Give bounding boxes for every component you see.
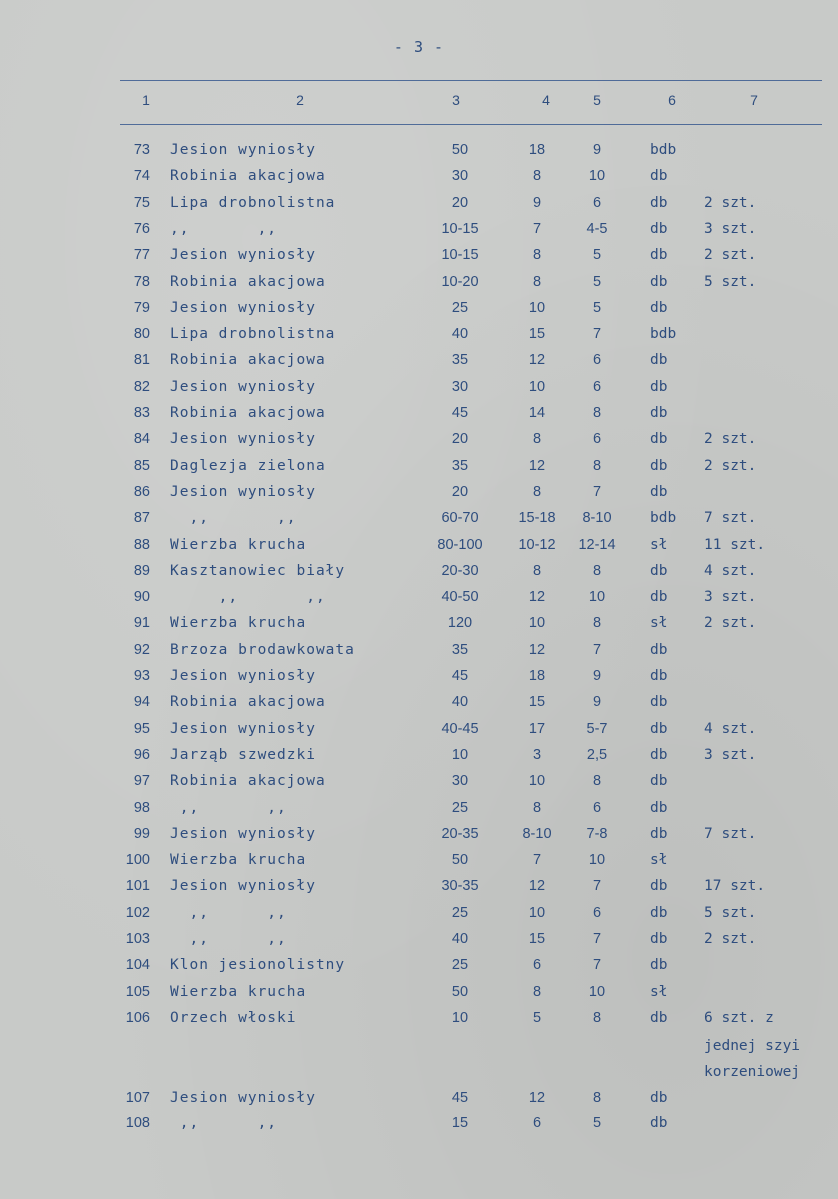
cell-species: Jesion wyniosły bbox=[170, 1090, 316, 1106]
cell-col-4: 7 bbox=[532, 221, 542, 237]
cell-col-7: 3 szt. bbox=[704, 221, 757, 237]
cell-species: Jesion wyniosły bbox=[170, 431, 316, 447]
cell-col-3: 30 bbox=[451, 379, 469, 395]
cell-col-4: 15 bbox=[528, 694, 546, 710]
cell-number: 77 bbox=[133, 247, 150, 263]
cell-col-5: 7 bbox=[592, 484, 602, 500]
cell-col-4: 12 bbox=[528, 1090, 546, 1106]
cell-col-7: 7 szt. bbox=[704, 510, 757, 526]
cell-col-3: 40 bbox=[451, 931, 469, 947]
cell-number: 73 bbox=[133, 142, 150, 158]
cell-col-5: 5 bbox=[592, 300, 602, 316]
cell-col-3: 35 bbox=[451, 352, 469, 368]
cell-col-6: db bbox=[650, 379, 668, 395]
cell-col-4: 8 bbox=[532, 247, 542, 263]
cell-col-5: 5 bbox=[592, 247, 602, 263]
cell-col-3: 20-35 bbox=[441, 826, 479, 842]
cell-number: 104 bbox=[125, 957, 150, 973]
cell-col-6: db bbox=[650, 668, 668, 684]
cell-number: 90 bbox=[133, 589, 150, 605]
cell-col-7: 3 szt. bbox=[704, 747, 757, 763]
cell-col-3: 25 bbox=[451, 957, 469, 973]
cell-number: 84 bbox=[133, 431, 150, 447]
table-row bbox=[0, 615, 838, 641]
cell-species: Kasztanowiec biały bbox=[170, 563, 346, 579]
cell-number: 96 bbox=[133, 747, 150, 763]
cell-number: 83 bbox=[133, 405, 150, 421]
cell-col-4: 10 bbox=[528, 379, 546, 395]
table-row bbox=[0, 589, 838, 615]
cell-species: Robinia akacjowa bbox=[170, 168, 326, 184]
cell-col-6: db bbox=[650, 721, 668, 737]
cell-col-5: 8 bbox=[592, 615, 602, 631]
cell-col-7: 2 szt. bbox=[704, 195, 757, 211]
cell-number: 94 bbox=[133, 694, 150, 710]
cell-col-5: 5-7 bbox=[586, 721, 608, 737]
cell-col-7: 4 szt. bbox=[704, 721, 757, 737]
column-header-6: 6 bbox=[668, 92, 676, 108]
cell-col-6: sł bbox=[650, 852, 668, 868]
cell-col-5: 7 bbox=[592, 957, 602, 973]
cell-col-5: 7-8 bbox=[586, 826, 608, 842]
cell-species: Jesion wyniosły bbox=[170, 826, 316, 842]
cell-col-6: db bbox=[650, 563, 668, 579]
cell-col-4: 10 bbox=[528, 300, 546, 316]
cell-col-4: 3 bbox=[532, 747, 542, 763]
cell-col-5: 7 bbox=[592, 642, 602, 658]
cell-species: Jesion wyniosły bbox=[170, 721, 316, 737]
cell-col-7: 17 szt. bbox=[704, 878, 766, 894]
cell-number: 75 bbox=[133, 195, 150, 211]
cell-col-5: 8 bbox=[592, 405, 602, 421]
cell-number: 106 bbox=[125, 1010, 150, 1026]
cell-col-5: 5 bbox=[592, 274, 602, 290]
cell-number: 99 bbox=[133, 826, 150, 842]
table-row bbox=[0, 878, 838, 904]
cell-col-4: 10 bbox=[528, 773, 546, 789]
cell-species: Robinia akacjowa bbox=[170, 694, 326, 710]
cell-col-3: 40-45 bbox=[441, 721, 479, 737]
cell-col-5: 8 bbox=[592, 1010, 602, 1026]
cell-col-3: 40 bbox=[451, 694, 469, 710]
cell-col-4: 15-18 bbox=[518, 510, 556, 526]
cell-col-5: 12-14 bbox=[578, 537, 616, 553]
cell-number: 95 bbox=[133, 721, 150, 737]
cell-col-5: 7 bbox=[592, 878, 602, 894]
cell-col-7: 2 szt. bbox=[704, 615, 757, 631]
cell-col-6: bdb bbox=[650, 510, 677, 526]
cell-species: ,, ,, bbox=[170, 510, 297, 526]
cell-col-4: 17 bbox=[528, 721, 546, 737]
cell-col-4: 6 bbox=[532, 1115, 542, 1131]
cell-number: 93 bbox=[133, 668, 150, 684]
table-row bbox=[0, 300, 838, 326]
table-row bbox=[0, 800, 838, 826]
table-row bbox=[0, 431, 838, 457]
table-row bbox=[0, 773, 838, 799]
table-row bbox=[0, 537, 838, 563]
cell-col-6: db bbox=[650, 221, 668, 237]
cell-col-5: 6 bbox=[592, 379, 602, 395]
cell-number: 89 bbox=[133, 563, 150, 579]
cell-species: Robinia akacjowa bbox=[170, 773, 326, 789]
cell-col-6: db bbox=[650, 195, 668, 211]
cell-species: Jarząb szwedzki bbox=[170, 747, 316, 763]
cell-number: 92 bbox=[133, 642, 150, 658]
cell-species: Robinia akacjowa bbox=[170, 405, 326, 421]
cell-col-6: sł bbox=[650, 615, 668, 631]
cell-col-5: 7 bbox=[592, 326, 602, 342]
table-row bbox=[0, 274, 838, 300]
cell-col-3: 25 bbox=[451, 800, 469, 816]
cell-species: Lipa drobnolistna bbox=[170, 326, 336, 342]
cell-col-4: 15 bbox=[528, 326, 546, 342]
cell-col-3: 30 bbox=[451, 773, 469, 789]
cell-col-4: 8-10 bbox=[522, 826, 552, 842]
cell-col-4: 12 bbox=[528, 589, 546, 605]
cell-col-3: 20 bbox=[451, 431, 469, 447]
cell-species: Jesion wyniosły bbox=[170, 300, 316, 316]
cell-col-5: 10 bbox=[588, 852, 606, 868]
cell-number: 98 bbox=[133, 800, 150, 816]
cell-species: Wierzba krucha bbox=[170, 852, 307, 868]
cell-col-4: 12 bbox=[528, 458, 546, 474]
table-row bbox=[0, 195, 838, 221]
cell-number: 103 bbox=[125, 931, 150, 947]
cell-col-4: 8 bbox=[532, 274, 542, 290]
table-row bbox=[0, 352, 838, 378]
cell-col-6: db bbox=[650, 589, 668, 605]
cell-col-5: 9 bbox=[592, 694, 602, 710]
cell-species: Brzoza brodawkowata bbox=[170, 642, 355, 658]
column-header-5: 5 bbox=[593, 92, 601, 108]
table-header-rule bbox=[120, 124, 822, 125]
page-number: - 3 - bbox=[393, 38, 445, 56]
cell-col-6: db bbox=[650, 1115, 668, 1131]
cell-species: Daglezja zielona bbox=[170, 458, 326, 474]
cell-col-5: 10 bbox=[588, 589, 606, 605]
table-row bbox=[0, 642, 838, 668]
cell-col-6: db bbox=[650, 352, 668, 368]
cell-col-4: 8 bbox=[532, 563, 542, 579]
cell-col-3: 45 bbox=[451, 405, 469, 421]
table-row bbox=[0, 668, 838, 694]
cell-col-4: 5 bbox=[532, 1010, 542, 1026]
cell-col-4: 9 bbox=[532, 195, 542, 211]
cell-col-3: 50 bbox=[451, 984, 469, 1000]
cell-species: Wierzba krucha bbox=[170, 537, 307, 553]
column-header-2: 2 bbox=[296, 92, 304, 108]
cell-number: 97 bbox=[133, 773, 150, 789]
cell-number: 74 bbox=[133, 168, 150, 184]
cell-col-6: db bbox=[650, 1090, 668, 1106]
cell-col-3: 45 bbox=[451, 1090, 469, 1106]
note-106-line-1: jednej szyi bbox=[704, 1038, 801, 1054]
cell-col-7: 2 szt. bbox=[704, 431, 757, 447]
cell-col-6: db bbox=[650, 905, 668, 921]
cell-col-4: 8 bbox=[532, 484, 542, 500]
cell-col-6: db bbox=[650, 247, 668, 263]
table-row bbox=[0, 826, 838, 852]
cell-col-7: 6 szt. z bbox=[704, 1010, 774, 1026]
cell-number: 101 bbox=[125, 878, 150, 894]
cell-number: 82 bbox=[133, 379, 150, 395]
cell-species: Lipa drobnolistna bbox=[170, 195, 336, 211]
cell-col-7: 2 szt. bbox=[704, 458, 757, 474]
table-row bbox=[0, 721, 838, 747]
cell-col-7: 2 szt. bbox=[704, 931, 757, 947]
cell-species: Jesion wyniosły bbox=[170, 878, 316, 894]
cell-col-3: 35 bbox=[451, 458, 469, 474]
cell-col-7: 2 szt. bbox=[704, 247, 757, 263]
cell-col-3: 35 bbox=[451, 642, 469, 658]
cell-species: Klon jesionolistny bbox=[170, 957, 346, 973]
cell-col-5: 10 bbox=[588, 168, 606, 184]
cell-col-7: 3 szt. bbox=[704, 589, 757, 605]
cell-col-3: 40-50 bbox=[441, 589, 479, 605]
cell-col-6: db bbox=[650, 642, 668, 658]
cell-number: 76 bbox=[133, 221, 150, 237]
cell-col-3: 30-35 bbox=[441, 878, 479, 894]
cell-number: 100 bbox=[125, 852, 150, 868]
cell-species: ,, ,, bbox=[170, 1115, 278, 1131]
cell-col-6: db bbox=[650, 800, 668, 816]
table-row bbox=[0, 379, 838, 405]
cell-col-5: 4-5 bbox=[586, 221, 608, 237]
cell-number: 105 bbox=[125, 984, 150, 1000]
cell-number: 79 bbox=[133, 300, 150, 316]
cell-species: Jesion wyniosły bbox=[170, 379, 316, 395]
cell-col-3: 45 bbox=[451, 668, 469, 684]
cell-col-6: db bbox=[650, 458, 668, 474]
cell-col-5: 8 bbox=[592, 563, 602, 579]
table-top-rule bbox=[120, 80, 822, 81]
cell-number: 86 bbox=[133, 484, 150, 500]
cell-col-3: 10 bbox=[451, 1010, 469, 1026]
cell-col-5: 6 bbox=[592, 352, 602, 368]
cell-col-6: db bbox=[650, 1010, 668, 1026]
cell-col-4: 15 bbox=[528, 931, 546, 947]
cell-col-4: 8 bbox=[532, 168, 542, 184]
cell-col-3: 10-15 bbox=[441, 221, 479, 237]
cell-col-4: 8 bbox=[532, 431, 542, 447]
table-row bbox=[0, 694, 838, 720]
cell-col-4: 6 bbox=[532, 957, 542, 973]
table-row bbox=[0, 957, 838, 983]
cell-col-3: 50 bbox=[451, 852, 469, 868]
table-row bbox=[0, 458, 838, 484]
cell-col-5: 6 bbox=[592, 905, 602, 921]
cell-col-3: 25 bbox=[451, 300, 469, 316]
cell-col-5: 10 bbox=[588, 984, 606, 1000]
cell-col-4: 12 bbox=[528, 878, 546, 894]
cell-col-6: bdb bbox=[650, 326, 677, 342]
cell-species: Wierzba krucha bbox=[170, 615, 307, 631]
table-row bbox=[0, 510, 838, 536]
table-row bbox=[0, 405, 838, 431]
cell-col-4: 12 bbox=[528, 352, 546, 368]
cell-col-7: 11 szt. bbox=[704, 537, 766, 553]
table-row bbox=[0, 247, 838, 273]
table-row bbox=[0, 142, 838, 168]
table-row bbox=[0, 484, 838, 510]
cell-col-6: db bbox=[650, 300, 668, 316]
table-row bbox=[0, 1115, 838, 1141]
column-header-4: 4 bbox=[542, 92, 550, 108]
cell-col-6: db bbox=[650, 773, 668, 789]
cell-species: Jesion wyniosły bbox=[170, 668, 316, 684]
cell-col-5: 2,5 bbox=[586, 747, 608, 763]
note-106-line-2: korzeniowej bbox=[704, 1064, 801, 1080]
cell-col-4: 18 bbox=[528, 142, 546, 158]
cell-col-6: db bbox=[650, 431, 668, 447]
cell-col-5: 7 bbox=[592, 931, 602, 947]
cell-col-6: db bbox=[650, 931, 668, 947]
cell-col-6: db bbox=[650, 168, 668, 184]
cell-species: Robinia akacjowa bbox=[170, 352, 326, 368]
table-row bbox=[0, 563, 838, 589]
cell-col-7: 5 szt. bbox=[704, 274, 757, 290]
cell-col-3: 15 bbox=[451, 1115, 469, 1131]
cell-col-3: 20 bbox=[451, 195, 469, 211]
cell-col-4: 12 bbox=[528, 642, 546, 658]
cell-col-7: 5 szt. bbox=[704, 905, 757, 921]
column-header-3: 3 bbox=[452, 92, 460, 108]
table-row bbox=[0, 852, 838, 878]
cell-species: Orzech włoski bbox=[170, 1010, 297, 1026]
cell-number: 78 bbox=[133, 274, 150, 290]
cell-col-3: 60-70 bbox=[441, 510, 479, 526]
cell-number: 88 bbox=[133, 537, 150, 553]
cell-col-3: 80-100 bbox=[437, 537, 483, 553]
cell-number: 85 bbox=[133, 458, 150, 474]
cell-species: Wierzba krucha bbox=[170, 984, 307, 1000]
cell-col-4: 8 bbox=[532, 984, 542, 1000]
cell-species: ,, ,, bbox=[170, 931, 287, 947]
cell-species: ,, ,, bbox=[170, 221, 278, 237]
cell-col-3: 50 bbox=[451, 142, 469, 158]
cell-number: 81 bbox=[133, 352, 150, 368]
cell-col-6: db bbox=[650, 484, 668, 500]
table-row bbox=[0, 984, 838, 1010]
cell-col-3: 20 bbox=[451, 484, 469, 500]
cell-col-5: 9 bbox=[592, 142, 602, 158]
cell-col-3: 10 bbox=[451, 747, 469, 763]
cell-col-5: 8 bbox=[592, 773, 602, 789]
cell-col-5: 8-10 bbox=[582, 510, 612, 526]
cell-col-4: 10 bbox=[528, 905, 546, 921]
cell-col-4: 10 bbox=[528, 615, 546, 631]
cell-col-4: 10-12 bbox=[518, 537, 556, 553]
cell-col-3: 40 bbox=[451, 326, 469, 342]
cell-col-6: sł bbox=[650, 984, 668, 1000]
cell-col-5: 6 bbox=[592, 195, 602, 211]
cell-col-6: bdb bbox=[650, 142, 677, 158]
cell-species: ,, ,, bbox=[170, 589, 326, 605]
column-header-7: 7 bbox=[750, 92, 758, 108]
cell-col-6: db bbox=[650, 878, 668, 894]
cell-col-6: db bbox=[650, 405, 668, 421]
table-row bbox=[0, 168, 838, 194]
cell-col-5: 6 bbox=[592, 800, 602, 816]
cell-species: ,, ,, bbox=[170, 800, 287, 816]
column-header-1: 1 bbox=[142, 92, 150, 108]
cell-col-6: db bbox=[650, 274, 668, 290]
table-row bbox=[0, 221, 838, 247]
cell-col-4: 8 bbox=[532, 800, 542, 816]
cell-col-4: 18 bbox=[528, 668, 546, 684]
cell-number: 87 bbox=[133, 510, 150, 526]
cell-col-4: 14 bbox=[528, 405, 546, 421]
cell-species: Robinia akacjowa bbox=[170, 274, 326, 290]
cell-col-5: 8 bbox=[592, 1090, 602, 1106]
cell-col-5: 9 bbox=[592, 668, 602, 684]
cell-number: 102 bbox=[125, 905, 150, 921]
cell-number: 107 bbox=[125, 1090, 150, 1106]
cell-col-6: db bbox=[650, 826, 668, 842]
cell-col-6: sł bbox=[650, 537, 668, 553]
table-row bbox=[0, 326, 838, 352]
cell-col-3: 25 bbox=[451, 905, 469, 921]
cell-col-3: 10-15 bbox=[441, 247, 479, 263]
cell-species: Jesion wyniosły bbox=[170, 247, 316, 263]
cell-col-6: db bbox=[650, 957, 668, 973]
table-row bbox=[0, 1010, 838, 1036]
table-row bbox=[0, 905, 838, 931]
cell-species: Jesion wyniosły bbox=[170, 142, 316, 158]
cell-number: 80 bbox=[133, 326, 150, 342]
cell-col-5: 5 bbox=[592, 1115, 602, 1131]
cell-col-4: 7 bbox=[532, 852, 542, 868]
cell-col-6: db bbox=[650, 694, 668, 710]
cell-col-3: 120 bbox=[447, 615, 473, 631]
cell-col-6: db bbox=[650, 747, 668, 763]
cell-species: Jesion wyniosły bbox=[170, 484, 316, 500]
cell-number: 108 bbox=[125, 1115, 150, 1131]
cell-species: ,, ,, bbox=[170, 905, 287, 921]
cell-col-5: 6 bbox=[592, 431, 602, 447]
cell-col-5: 8 bbox=[592, 458, 602, 474]
cell-col-3: 30 bbox=[451, 168, 469, 184]
cell-col-3: 20-30 bbox=[441, 563, 479, 579]
cell-col-7: 7 szt. bbox=[704, 826, 757, 842]
table-row bbox=[0, 1090, 838, 1116]
cell-col-7: 4 szt. bbox=[704, 563, 757, 579]
cell-col-3: 10-20 bbox=[441, 274, 479, 290]
cell-number: 91 bbox=[133, 615, 150, 631]
table-row bbox=[0, 931, 838, 957]
table-row bbox=[0, 747, 838, 773]
